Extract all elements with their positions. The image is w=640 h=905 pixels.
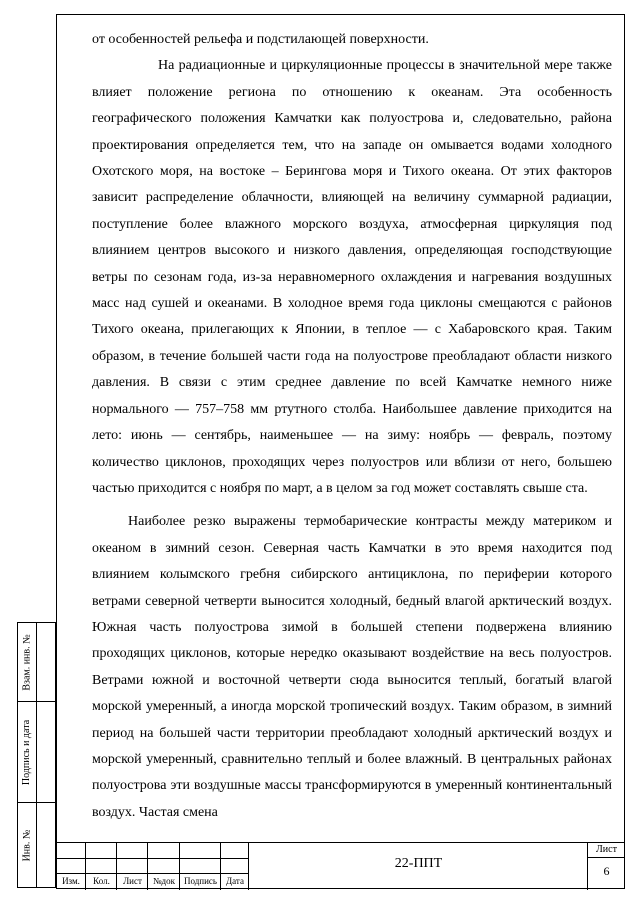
side-divider-2 <box>17 802 56 803</box>
side-label-vzam: Взам. инв. № <box>21 633 33 691</box>
title-block <box>56 842 625 890</box>
paragraph-1: от особенностей рельефа и подстилающей поверхности. <box>92 32 429 47</box>
side-divider-1 <box>17 701 56 702</box>
document-body <box>92 27 612 826</box>
side-label-inv: Инв. № <box>21 829 33 862</box>
col-label-data: Дата <box>226 876 244 886</box>
col-label-izm: Изм. <box>62 876 80 886</box>
side-label-podpis: Подпись и дата <box>21 719 33 785</box>
paragraph-3: Наиболее резко выражены термобарические контрасты между материком и океаном в зимний сезон. Северная часть Камчатки в это время находится под влиянием колымского гребня сибирского антициклона, по периферии которого ветрами северной четверти выносится холодный, бедный влагой арктический воздух. Южная часть полуострова зимой в большей степени подвержена влиянию проходящих циклонов, которые нередко оказывают воздействие на весь полуостров. Ветрами южной и восточной четверти сюда выносится теплый, богатый влагой морской умеренный, а иногда морской тропический воздух. Таким образом, в зимний период на большей части территории преобладают холодный арктический воздух и морской умеренный, сравнительно теплый и более влажный. В центральных районах полуострова эти воздушные массы трансформируются в умеренный континентальный воздух. Частая смена <box>92 514 612 820</box>
sheet-number: 6 <box>603 864 610 878</box>
side-stamp-inner <box>37 622 56 888</box>
col-label-kol: Кол. <box>93 876 110 886</box>
col-label-ndok: №док <box>152 876 176 886</box>
col-label-podpis: Подпись <box>183 876 218 886</box>
paragraph-2: На радиационные и циркуляционные процессы в значительной мере также влияет положение региона по отношению к океанам. Эта особенность географического положения Камчатки как полуострова и, следовательно, района проектирования определяется тем, что на западе он омывается водами холодного Охотского моря, на востоке – Берингова моря и Тихого океана. От этих факторов зависит распределение облачности, влияющей на величину суммарной радиации, поступление более влажного морского воздуха, атмосферная циркуляция под влиянием центров высокого и низкого давления, определяющая господствующие ветры по сезонам года, из-за неравномерного охлаждения и нагревания воздушных масс над сушей и океанами. В холодное время года циклоны смещаются с районов Тихого океана, прилегающих к Японии, в теплое — с Хабаровского края. Таким образом, в течение большей части года на полуострове преобладают области низкого давления. В связи с этим среднее давление по всей Камчатке немного ниже нормального — 757–758 мм ртутного столба. Наибольшее давление приходится на лето: июнь — сентябрь, наименьшее — на зиму: ноябрь — февраль, поэтому количество циклонов, проходящих через полуостров или вблизи от него, большею частью приходится с ноября по март, а в целом за год может составлять свыше ста. <box>92 58 612 496</box>
sheet-label: Лист <box>596 844 617 855</box>
document-code: 22-ППТ <box>394 856 443 871</box>
col-label-list: Лист <box>123 876 142 886</box>
sheet-divider <box>588 857 625 858</box>
